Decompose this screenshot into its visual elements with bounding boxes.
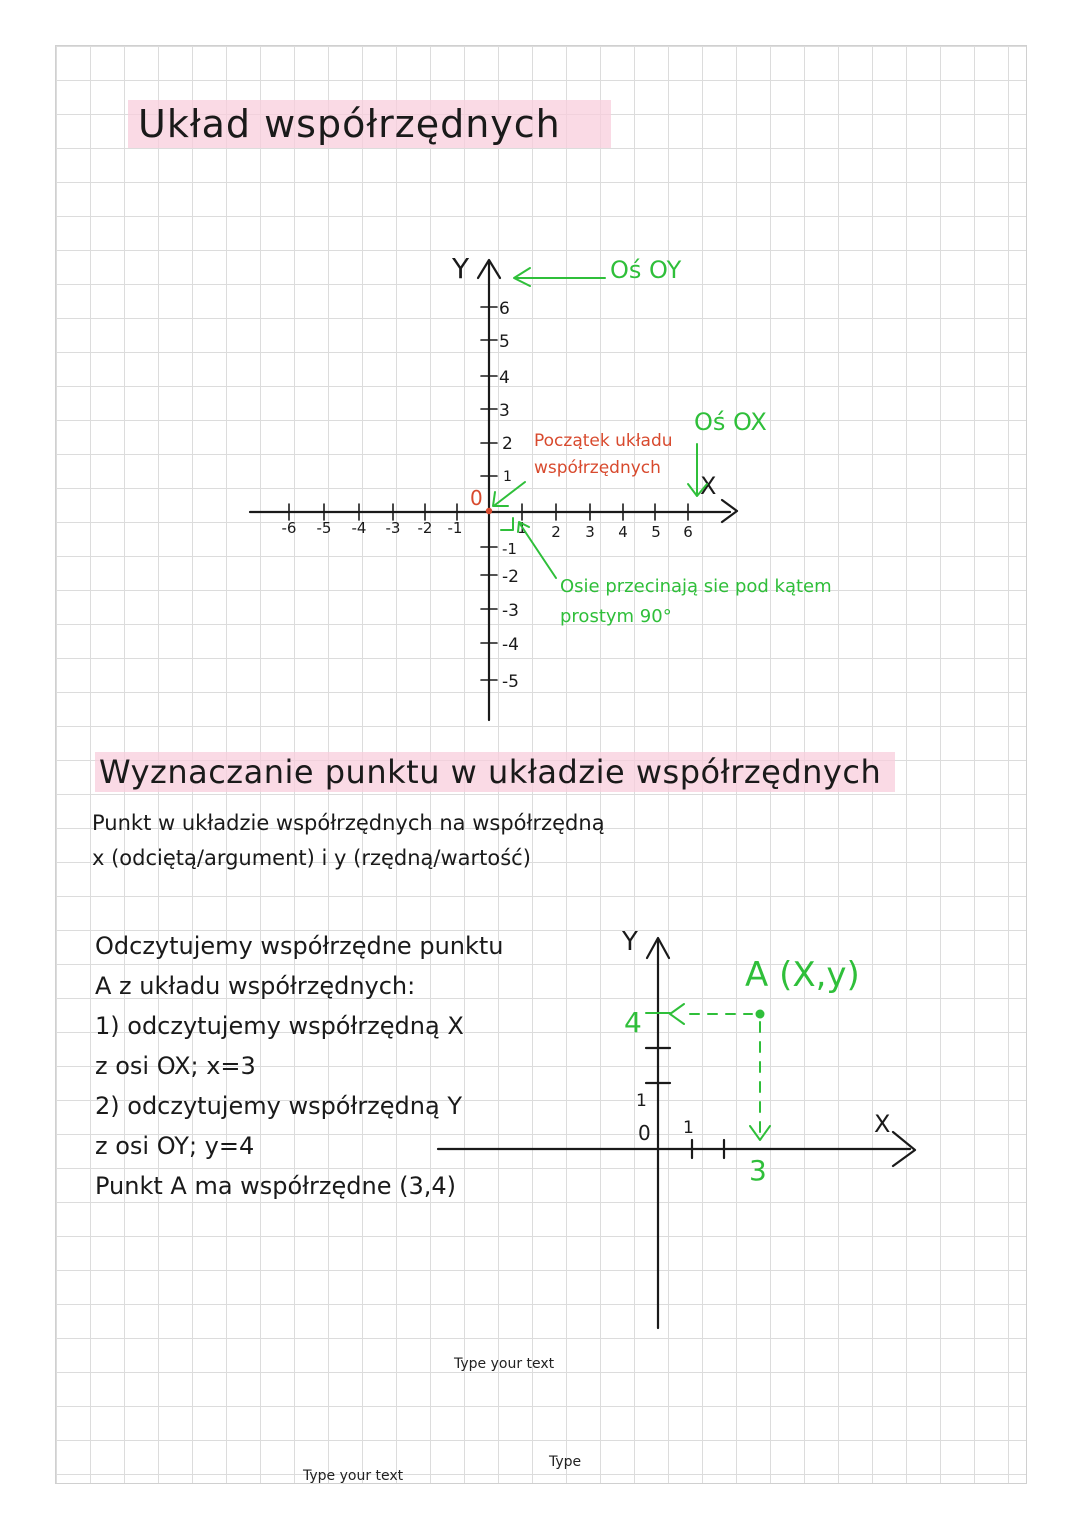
point-a-label: A (X,y) — [745, 955, 860, 995]
step-line-2: A z układu współrzędnych: — [95, 972, 416, 1000]
origin-note-line-1: Początek układu — [534, 431, 673, 451]
step-line-4: z osi OX; x=3 — [95, 1052, 256, 1080]
y-tick-label: 3 — [499, 401, 510, 421]
x-tick-label: -5 — [316, 519, 332, 537]
y-tick-label: -3 — [502, 601, 519, 621]
x-tick-label: -3 — [385, 519, 401, 537]
section-heading: Wyznaczanie punktu w układzie współrzędnych — [95, 752, 895, 792]
diagram1-y-axis-label: Y — [452, 252, 470, 285]
diagram1-axes — [250, 260, 737, 720]
text-placeholder-3[interactable]: Type — [549, 1454, 582, 1470]
y-tick-label: 4 — [499, 368, 510, 388]
step-line-5: 2) odczytujemy współrzędną Y — [95, 1092, 462, 1120]
x-tick-label: 6 — [683, 523, 693, 541]
text-placeholder-1[interactable]: Type your text — [454, 1356, 555, 1372]
x-tick-label: -6 — [281, 519, 297, 537]
x-tick-label: -4 — [351, 519, 367, 537]
diagram2-unit-y: 1 — [636, 1091, 647, 1111]
x-tick-label: 4 — [618, 523, 628, 541]
origin-note-line-2: współrzędnych — [534, 458, 661, 478]
y-tick-label: 5 — [499, 332, 510, 352]
angle-note-line-1: Osie przecinają sie pod kątem — [560, 576, 832, 597]
os-ox-label: Oś OX — [694, 408, 767, 436]
origin-arrow — [493, 482, 525, 506]
y-tick-label: -2 — [502, 567, 519, 587]
diagram2-x-value: 3 — [749, 1154, 767, 1187]
os-oy-arrow — [514, 268, 605, 286]
point-a-dot — [756, 1010, 765, 1019]
y-tick-label: -4 — [502, 635, 519, 655]
diagram2-x-axis-label: X — [874, 1110, 891, 1138]
x-tick-label: -1 — [447, 519, 463, 537]
x-tick-label: 2 — [551, 523, 561, 541]
y-tick-label: 6 — [499, 299, 510, 319]
x-tick-label: 3 — [585, 523, 595, 541]
diagram1-origin-label: 0 — [470, 486, 483, 510]
diagram2-axes — [438, 938, 915, 1328]
os-oy-label: Oś OY — [610, 256, 682, 284]
page-title: Układ współrzędnych — [128, 100, 611, 148]
x-tick-label: -2 — [417, 519, 433, 537]
diagram2-y-axis-label: Y — [622, 927, 638, 957]
angle-note-line-2: prostym 90° — [560, 606, 672, 627]
step-line-3: 1) odczytujemy współrzędną X — [95, 1012, 464, 1040]
x-tick-label: 1 — [517, 519, 527, 537]
diagram2-unit-x: 1 — [683, 1118, 694, 1138]
diagram2-y-value: 4 — [624, 1006, 642, 1039]
text-placeholder-2[interactable]: Type your text — [303, 1468, 404, 1484]
x-tick-label: 5 — [651, 523, 661, 541]
description-line-2: x (odciętą/argument) i y (rzędną/wartość) — [92, 846, 531, 870]
description-line-1: Punkt w układzie współrzędnych na współrzędną — [92, 811, 605, 835]
diagram2-origin-label: 0 — [638, 1121, 651, 1145]
os-ox-arrow — [688, 444, 707, 496]
y-tick-label: 1 — [503, 469, 512, 485]
y-tick-label: -5 — [502, 672, 519, 692]
y-tick-label: 2 — [502, 434, 513, 454]
origin-dot — [486, 508, 492, 514]
diagram1-x-axis-label: X — [700, 472, 717, 500]
step-line-1: Odczytujemy współrzędne punktu — [95, 932, 504, 960]
projection-lines — [646, 1004, 770, 1140]
step-line-6: z osi OY; y=4 — [95, 1132, 255, 1160]
step-line-7: Punkt A ma współrzędne (3,4) — [95, 1172, 457, 1200]
y-tick-label: -1 — [502, 540, 517, 558]
